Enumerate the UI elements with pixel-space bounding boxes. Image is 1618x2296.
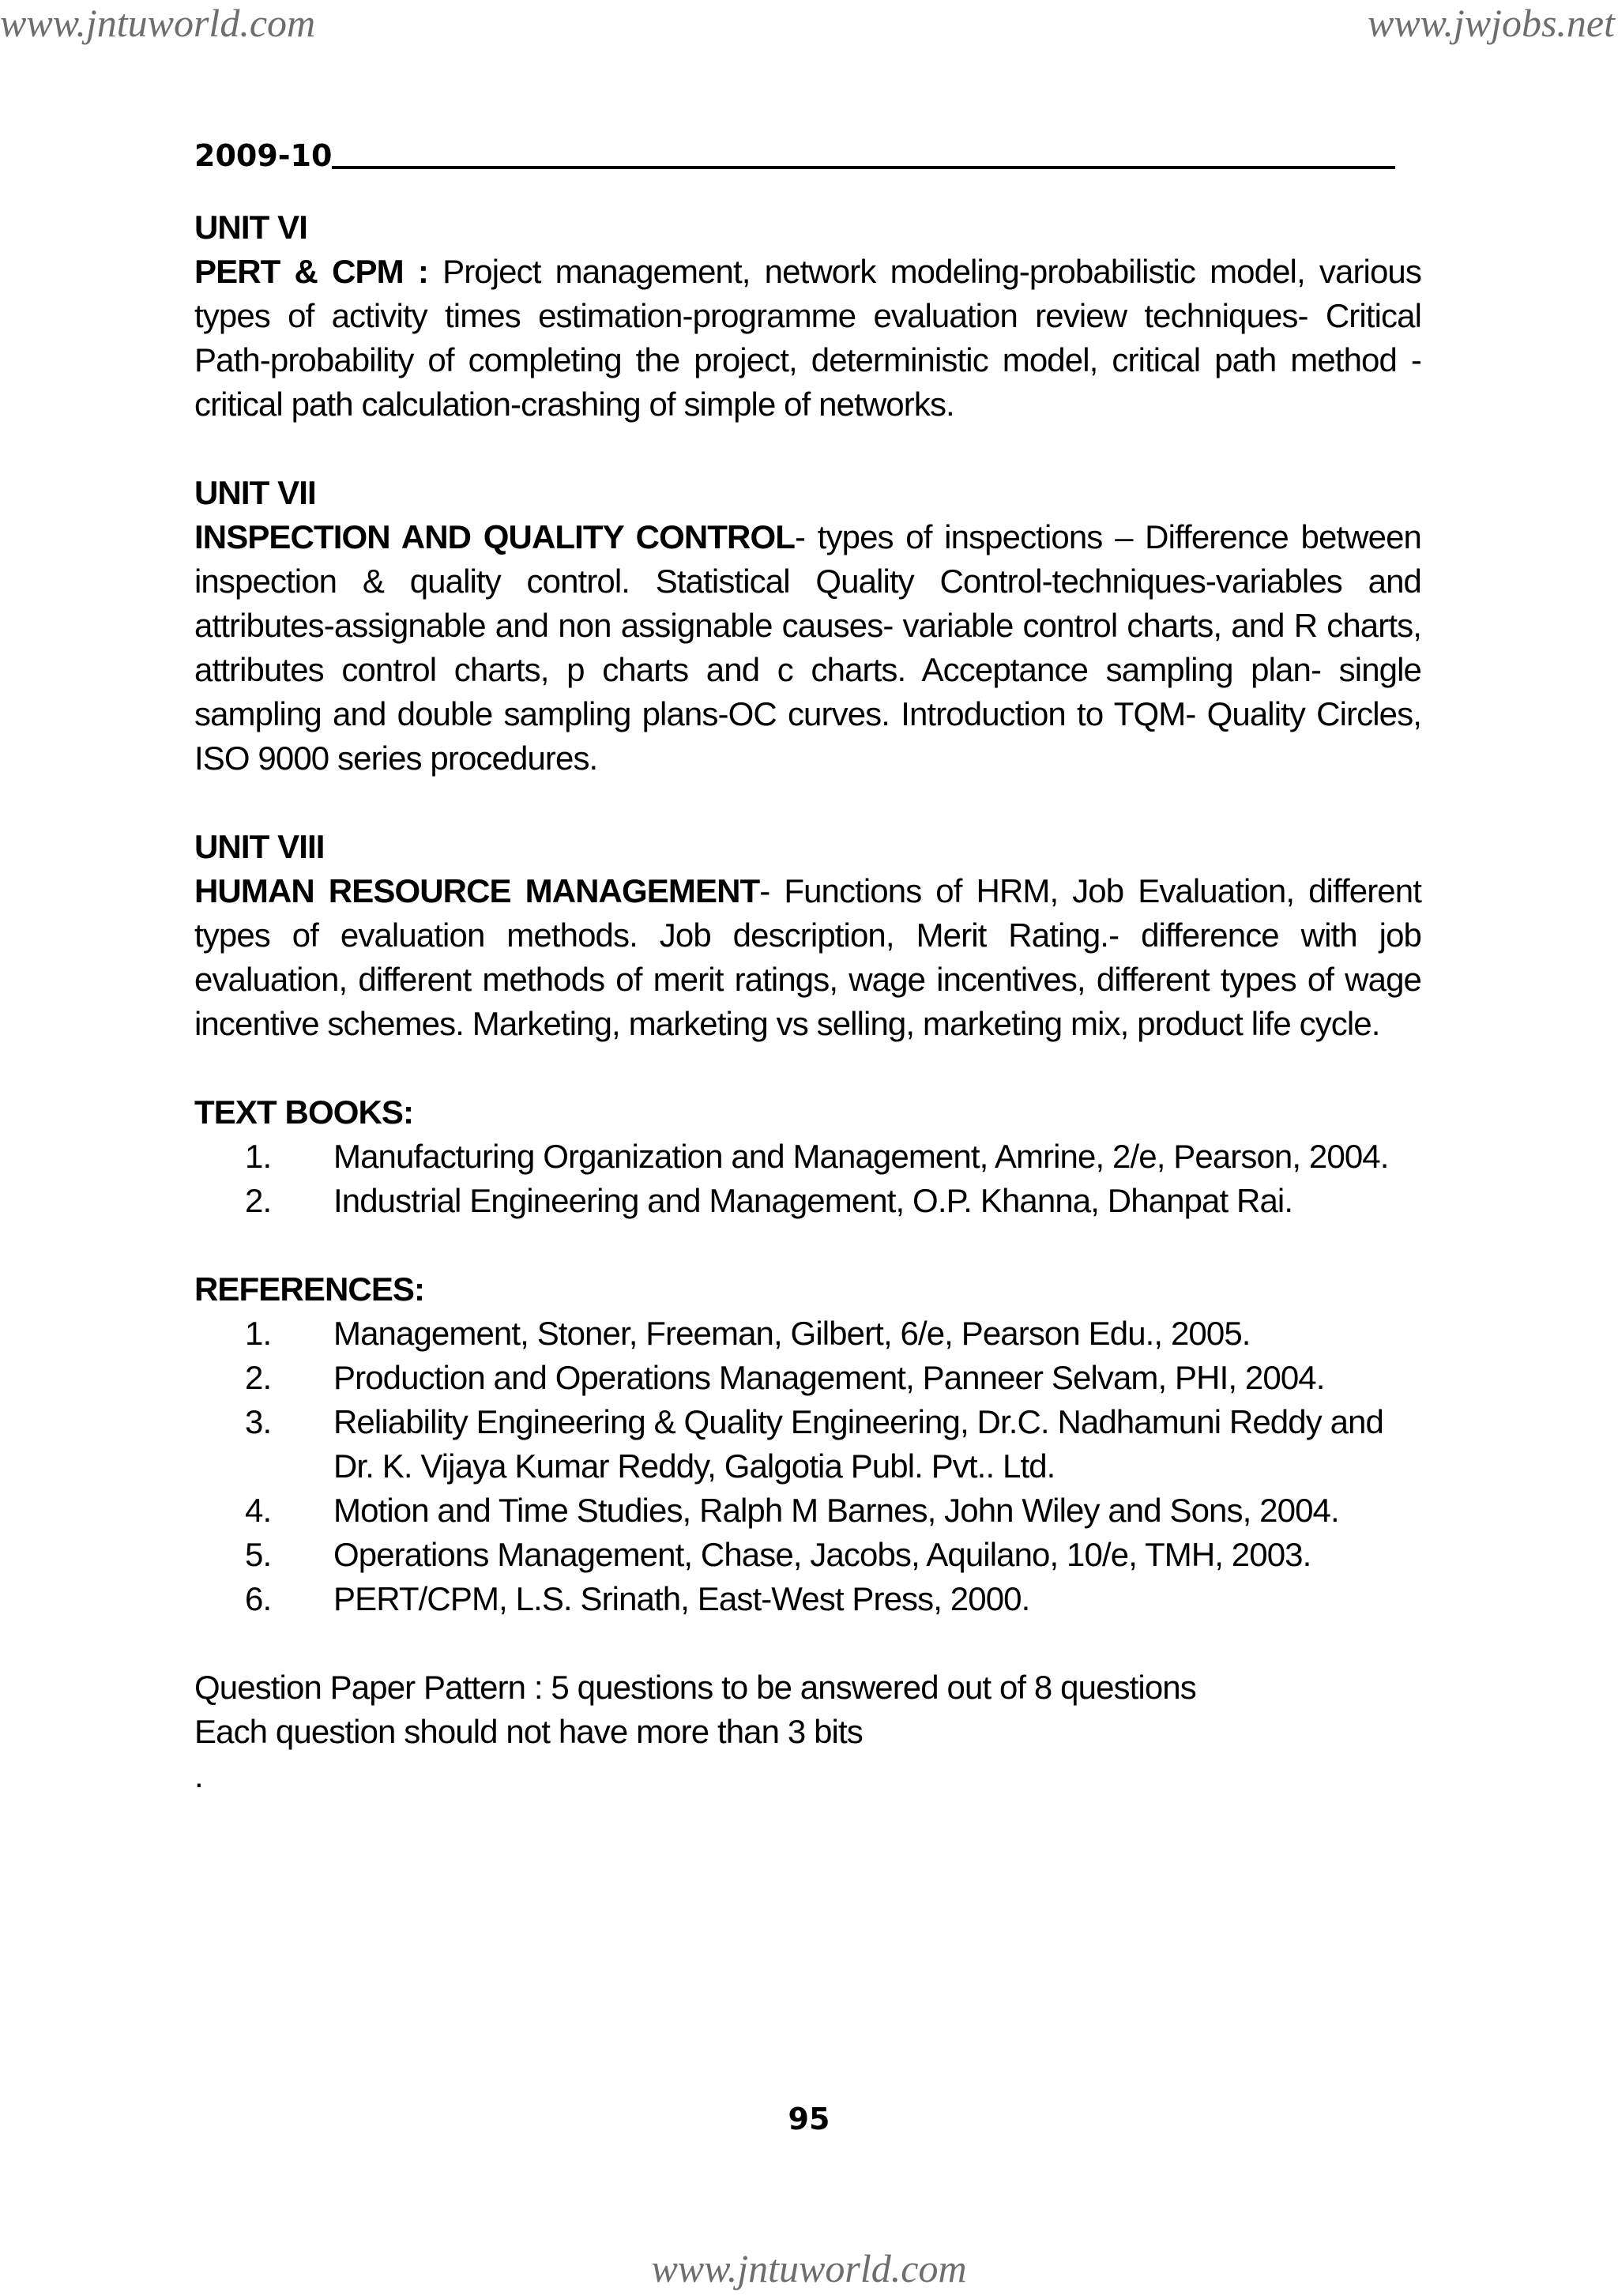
list-item-text: Manufacturing Organization and Management, Amrine, 2/e, Pearson, 2004. [333,1138,1389,1175]
list-item [194,1400,1421,1489]
exam-notes [194,1666,1421,1798]
page-number: 95 [788,2102,830,2136]
year-header [194,138,1395,173]
list-item-text: Operations Management, Chase, Jacobs, Aquilano, 10/e, TMH, 2003. [333,1536,1311,1573]
watermark-top-left: www.jntuworld.com [0,1,316,45]
unit-body: - Functions of HRM, Job Evaluation, different types of evaluation methods. Job description, Merit Rating.- difference with job evaluation, different methods of merit ratings, wage incentives, different types of wage incentive schemes. Marketing, marketing vs selling, marketing mix, product life cycle. [194,872,1421,1042]
unit-title: UNIT VII [194,474,316,511]
trailing-dot: . [194,1757,203,1794]
list-item-number: 1. [245,1138,272,1175]
list-item [194,1577,1421,1621]
list-item [194,1533,1421,1577]
references-section [194,1267,1421,1621]
watermark-top-right: www.jwjobs.net [1367,1,1615,45]
list-item-number: 2. [245,1359,272,1396]
unit-body: - types of inspections – Difference between inspection & quality control. Statistical Quality Control-techniques-variables and attributes-assignable and non assignable causes- variable control charts, and R charts, attributes control charts, p charts and c charts. Acceptance sampling plan- single sampling and double sampling plans-OC curves. Introduction to TQM- Quality Circles, ISO 9000 series procedures. [194,518,1421,777]
text-books-section [194,1090,1421,1223]
list-item-number: 5. [245,1536,272,1573]
header-rule [332,166,1395,169]
academic-year: 2009-10 [194,138,333,173]
syllabus-content [194,205,1421,1798]
unit-body: Project management, network modeling-probabilistic model, various types of activity times estimation-programme evaluation review techniques- Critical Path-probability of completing the project, deterministic model, critical path method - critical path calculation-crashing of simple of networks. [194,253,1421,423]
list-item [194,1179,1421,1223]
list-item-number: 1. [245,1315,272,1352]
list-item-text: Reliability Engineering & Quality Engineering, Dr.C. Nadhamuni Reddy and Dr. K. Vijaya Kumar Reddy, Galgotia Publ. Pvt.. Ltd. [333,1403,1383,1485]
unit-description [194,250,1421,427]
list-item-text: Management, Stoner, Freeman, Gilbert, 6/e, Pearson Edu., 2005. [333,1315,1251,1352]
watermark-bottom: www.jntuworld.com [651,2246,967,2290]
unit-title: UNIT VIII [194,828,325,865]
list-item-number: 2. [245,1182,272,1219]
text-books-heading: TEXT BOOKS: [194,1093,414,1131]
list-item [194,1356,1421,1400]
list-item-text: Production and Operations Management, Panneer Selvam, PHI, 2004. [333,1359,1325,1396]
unit-title: UNIT VI [194,209,308,246]
list-item-text: Industrial Engineering and Management, O.P. Khanna, Dhanpat Rai. [333,1182,1293,1219]
question-paper-pattern: Question Paper Pattern : 5 questions to be answered out of 8 questions [194,1669,1196,1706]
list-item-number: 3. [245,1403,272,1440]
unit-section [194,825,1421,1046]
list-item [194,1312,1421,1356]
list-item-number: 4. [245,1492,272,1529]
unit-description [194,515,1421,781]
list-item-number: 6. [245,1580,272,1617]
bits-note: Each question should not have more than 3 bits [194,1713,863,1750]
unit-description [194,869,1421,1046]
references-heading: REFERENCES: [194,1270,425,1308]
text-books-list [194,1135,1421,1223]
list-item [194,1489,1421,1533]
list-item-text: PERT/CPM, L.S. Srinath, East-West Press, 2000. [333,1580,1030,1617]
list-item [194,1135,1421,1179]
list-item-text: Motion and Time Studies, Ralph M Barnes, John Wiley and Sons, 2004. [333,1492,1339,1529]
unit-section [194,205,1421,427]
unit-topic: PERT & CPM : [194,253,428,290]
unit-section [194,471,1421,781]
unit-topic: HUMAN RESOURCE MANAGEMENT [194,872,760,909]
references-list [194,1312,1421,1621]
unit-topic: INSPECTION AND QUALITY CONTROL [194,518,796,555]
